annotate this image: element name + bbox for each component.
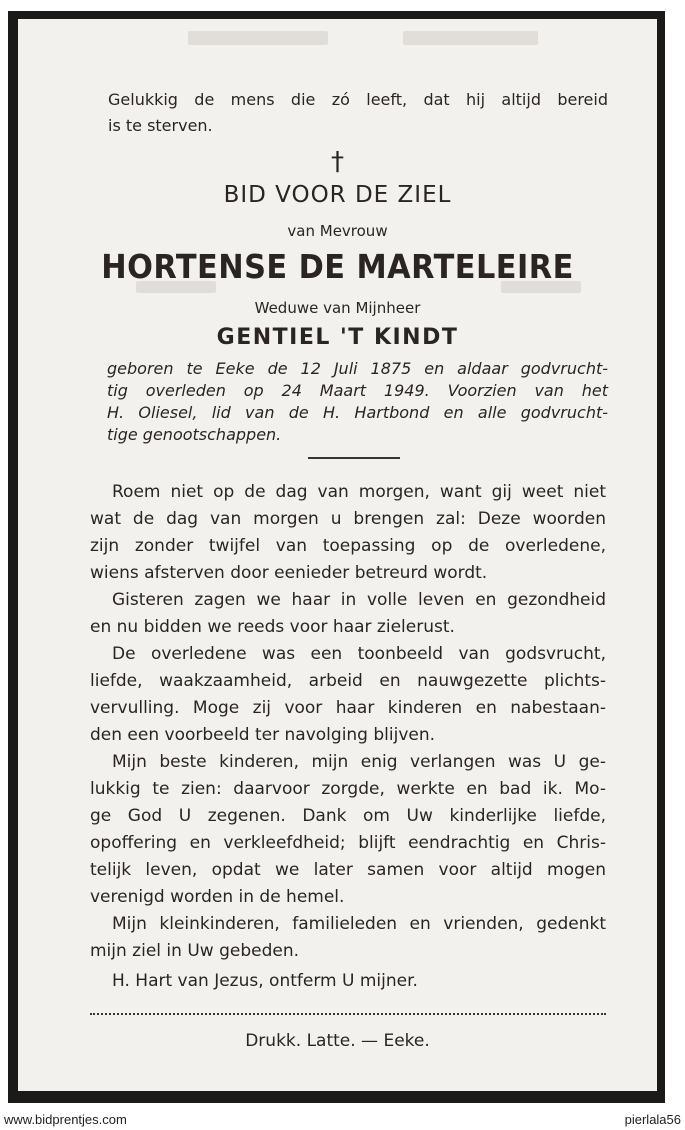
body-line: lukkig te zien: daarvoor zorgde, werkte en bad ik. Mo-: [90, 779, 606, 799]
body-line: H. Hart van Jezus, ontferm U mijner.: [112, 971, 418, 991]
deceased-name: HORTENSE DE MARTELEIRE: [101, 247, 574, 286]
body-line: zijn zonder twijfel van toepassing op de overledene,: [90, 536, 606, 556]
cross-icon: †: [331, 147, 344, 177]
card-paper: [18, 19, 657, 1091]
body-line: Mijn kleinkinderen, familieleden en vrienden, gedenkt: [112, 914, 606, 934]
body-line: verenigd worden in de hemel.: [90, 887, 345, 907]
body-line: Gisteren zagen we haar in volle leven en gezondheid: [112, 590, 606, 610]
card-text: [18, 19, 657, 1091]
body-line: den een voorbeeld ter navolging blijven.: [90, 725, 436, 745]
body-line: wiens afsterven door eenieder betreurd wordt.: [90, 563, 488, 583]
biography-line: tige genootschappen.: [107, 425, 282, 444]
body-line: De overledene was een toonbeeld van godsvrucht,: [112, 644, 606, 664]
printer-line: Drukk. Latte. — Eeke.: [245, 1031, 430, 1051]
body-line: Roem niet op de dag van morgen, want gij weet niet: [112, 482, 606, 502]
motto-line: is te sterven.: [108, 116, 213, 135]
body-line: wat de dag van morgen u brengen zal: Deze woorden: [90, 509, 606, 529]
body-line: telijk leven, opdat we later samen voor altijd mogen: [90, 860, 606, 880]
biography-line: H. Oliesel, lid van de H. Hartbond en alle godvrucht-: [107, 403, 608, 422]
body-line: opoffering en verkleefdheid; blijft eendrachtig en Chris-: [90, 833, 606, 853]
body-line: vervulling. Moge zij voor haar kinderen en nabestaan-: [90, 698, 606, 718]
memorial-card: [8, 11, 665, 1103]
biography-line: geboren te Eeke de 12 Juli 1875 en aldaar godvrucht-: [107, 359, 608, 378]
title-line: van Mevrouw: [287, 222, 388, 240]
husband-name: GENTIEL 'T KINDT: [216, 325, 459, 350]
dotted-divider: [90, 1013, 606, 1015]
biography-line: tig overleden op 24 Maart 1949. Voorzien van het: [107, 381, 608, 400]
body-line: Mijn beste kinderen, mijn enig verlangen was U ge-: [112, 752, 606, 772]
watermark-left: www.bidprentjes.com: [0, 1110, 194, 1130]
prayer-heading: BID VOOR DE ZIEL: [223, 182, 452, 208]
divider: [308, 457, 400, 459]
watermark-right: pierlala56: [591, 1110, 685, 1130]
body-line: en nu bidden we reeds voor haar zielerust.: [90, 617, 455, 637]
body-line: mijn ziel in Uw gebeden.: [90, 941, 299, 961]
body-line: ge God U zegenen. Dank om Uw kinderlijke liefde,: [90, 806, 606, 826]
widow-line: Weduwe van Mijnheer: [254, 299, 421, 317]
body-line: liefde, waakzaamheid, arbeid en nauwgezette plichts-: [90, 671, 606, 691]
motto-line: Gelukkig de mens die zó leeft, dat hij altijd bereid: [108, 90, 608, 109]
